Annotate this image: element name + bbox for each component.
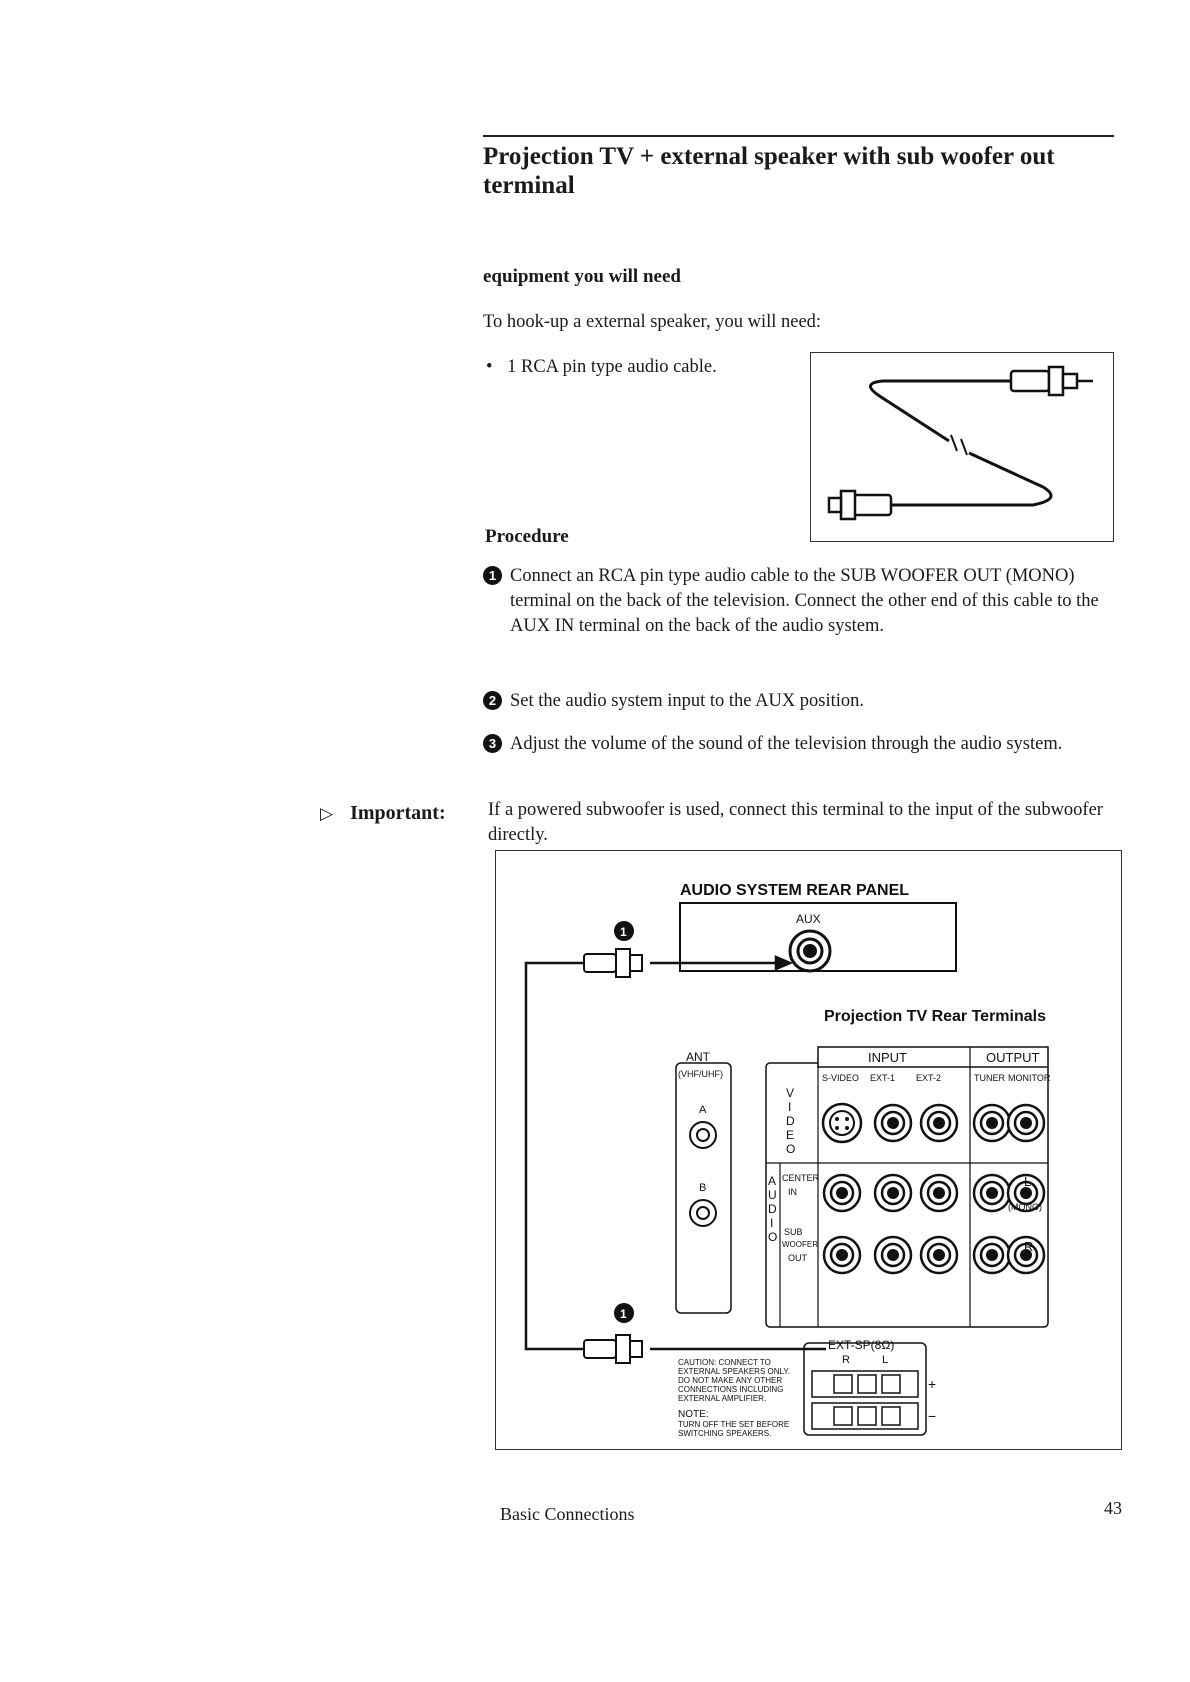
svg-text:O: O bbox=[786, 1142, 796, 1156]
equipment-heading: equipment you will need bbox=[483, 266, 681, 287]
page-title: Projection TV + external speaker with sub woofer out terminal bbox=[483, 143, 1055, 199]
procedure-step-2 bbox=[483, 689, 1123, 714]
page-number: 43 bbox=[1104, 1498, 1122, 1518]
output-label: OUTPUT bbox=[986, 1050, 1040, 1065]
col-svideo: S-VIDEO bbox=[822, 1073, 860, 1083]
step-text: Adjust the volume of the sound of the television through the audio system. bbox=[510, 734, 1063, 754]
aux-jack-icon bbox=[790, 931, 830, 971]
rca-jack-icon bbox=[921, 1175, 957, 1211]
minus-mark: − bbox=[928, 1408, 937, 1424]
procedure-heading: Procedure bbox=[485, 526, 569, 547]
svg-text:D: D bbox=[786, 1114, 795, 1128]
svg-text:E: E bbox=[786, 1128, 795, 1142]
svg-text:D: D bbox=[768, 1202, 777, 1216]
svideo-jack-icon bbox=[823, 1104, 861, 1142]
step-number-badge: 2 bbox=[483, 691, 502, 710]
ant-b-jack-icon bbox=[690, 1200, 716, 1226]
bullet-item bbox=[486, 355, 717, 380]
step-text: Set the audio system input to the AUX position. bbox=[510, 691, 865, 711]
rca-jack-icon bbox=[921, 1237, 957, 1273]
important-text: If a powered subwoofer is used, connect this terminal to the input of the subwoofer directly. bbox=[488, 800, 1103, 845]
ant-b-label: B bbox=[699, 1182, 707, 1194]
rca-jack-icon bbox=[974, 1105, 1010, 1141]
connection-diagram bbox=[495, 850, 1122, 1450]
rca-cable-illustration bbox=[810, 352, 1114, 542]
input-label: INPUT bbox=[868, 1050, 907, 1065]
sub-woofer-out-jack-icon bbox=[824, 1237, 860, 1273]
speaker-l-label: L bbox=[882, 1354, 889, 1366]
svg-text:I: I bbox=[770, 1216, 774, 1230]
note-text bbox=[678, 1409, 789, 1438]
step-text: Connect an RCA pin type audio cable to the SUB WOOFER OUT (MONO) terminal on the back of the television. Connect the other end of this cable to the AUX IN terminal on the back of the audio system. bbox=[510, 566, 1099, 636]
video-vertical-label bbox=[786, 1086, 795, 1156]
ant-label: ANT bbox=[686, 1050, 710, 1064]
svg-text:EXTERNAL SPEAKERS ONLY.: EXTERNAL SPEAKERS ONLY. bbox=[678, 1367, 790, 1376]
sub-woofer-label-2: WOOFER bbox=[782, 1240, 818, 1249]
svg-text:O: O bbox=[768, 1230, 778, 1244]
center-in-jack-icon bbox=[824, 1175, 860, 1211]
title-rule bbox=[483, 135, 1114, 137]
audio-panel-title: AUDIO SYSTEM REAR PANEL bbox=[680, 882, 910, 899]
col-ext1: EXT-1 bbox=[870, 1073, 896, 1083]
audio-vertical-label bbox=[768, 1174, 777, 1244]
col-tuner: TUNER bbox=[974, 1073, 1005, 1083]
ant-a-jack-icon bbox=[690, 1122, 716, 1148]
svg-text:U: U bbox=[768, 1188, 777, 1202]
svg-text:V: V bbox=[786, 1086, 795, 1100]
svg-text:CAUTION: CONNECT TO: CAUTION: CONNECT TO bbox=[678, 1358, 771, 1367]
svg-text:TURN OFF THE SET BEFORE: TURN OFF THE SET BEFORE bbox=[678, 1420, 790, 1429]
plus-mark: + bbox=[928, 1376, 937, 1392]
speaker-r-label: R bbox=[842, 1354, 850, 1366]
procedure-step-3 bbox=[483, 732, 1123, 757]
rca-jack-icon bbox=[974, 1237, 1010, 1273]
svg-text:A: A bbox=[768, 1174, 777, 1188]
rca-plug-top bbox=[584, 949, 642, 977]
svg-text:I: I bbox=[788, 1100, 792, 1114]
svg-text:SWITCHING SPEAKERS.: SWITCHING SPEAKERS. bbox=[678, 1429, 772, 1438]
step-number-badge: 3 bbox=[483, 734, 502, 753]
center-in-label: CENTER bbox=[782, 1173, 820, 1183]
ext-sp-label: EXT-SP(8Ω) bbox=[828, 1338, 895, 1352]
rca-jack-icon bbox=[1008, 1105, 1044, 1141]
svg-text:EXTERNAL AMPLIFIER.: EXTERNAL AMPLIFIER. bbox=[678, 1394, 767, 1403]
rca-jack-icon bbox=[974, 1175, 1010, 1211]
rca-plug-bottom bbox=[584, 1335, 642, 1363]
caution-text bbox=[678, 1358, 790, 1403]
footer-section: Basic Connections bbox=[500, 1504, 635, 1524]
important-label bbox=[320, 802, 446, 825]
col-ext2: EXT-2 bbox=[916, 1073, 942, 1083]
left-channel-mark: L bbox=[1024, 1174, 1032, 1189]
step-number-badge: 1 bbox=[483, 566, 502, 585]
step-marker-bottom bbox=[614, 1303, 634, 1323]
ant-a-label: A bbox=[699, 1104, 707, 1116]
svg-text:CONNECTIONS INCLUDING: CONNECTIONS INCLUDING bbox=[678, 1385, 784, 1394]
svg-text:1: 1 bbox=[620, 925, 627, 939]
rca-jack-icon bbox=[921, 1105, 957, 1141]
mono-label: (MONO) bbox=[1008, 1202, 1042, 1212]
rca-jack-icon bbox=[875, 1175, 911, 1211]
ant-sub-label: (VHF/UHF) bbox=[678, 1069, 723, 1079]
rca-jack-icon bbox=[875, 1237, 911, 1273]
col-monitor: MONITOR bbox=[1008, 1073, 1051, 1083]
right-channel-mark: R bbox=[1024, 1239, 1034, 1254]
speaker-terminal-blocks bbox=[812, 1371, 918, 1429]
svg-text:1: 1 bbox=[620, 1307, 627, 1321]
sub-woofer-label-3: OUT bbox=[788, 1253, 807, 1263]
tv-terminals-title: Projection TV Rear Terminals bbox=[824, 1008, 1046, 1025]
triangle-icon: ▷ bbox=[320, 804, 334, 823]
svg-text:NOTE:: NOTE: bbox=[678, 1409, 709, 1420]
procedure-step-1 bbox=[483, 564, 1123, 639]
aux-label: AUX bbox=[796, 912, 821, 926]
svg-text:DO NOT MAKE ANY OTHER: DO NOT MAKE ANY OTHER bbox=[678, 1376, 783, 1385]
bullet-text: 1 RCA pin type audio cable. bbox=[507, 357, 717, 377]
rca-jack-icon bbox=[875, 1105, 911, 1141]
equipment-intro: To hook-up a external speaker, you will need: bbox=[483, 312, 822, 332]
sub-woofer-label: SUB bbox=[784, 1227, 803, 1237]
center-in-label-2: IN bbox=[788, 1187, 797, 1197]
important-text-label: Important: bbox=[350, 802, 446, 824]
bullet-mark: • bbox=[486, 357, 493, 377]
step-marker-top bbox=[614, 921, 634, 941]
